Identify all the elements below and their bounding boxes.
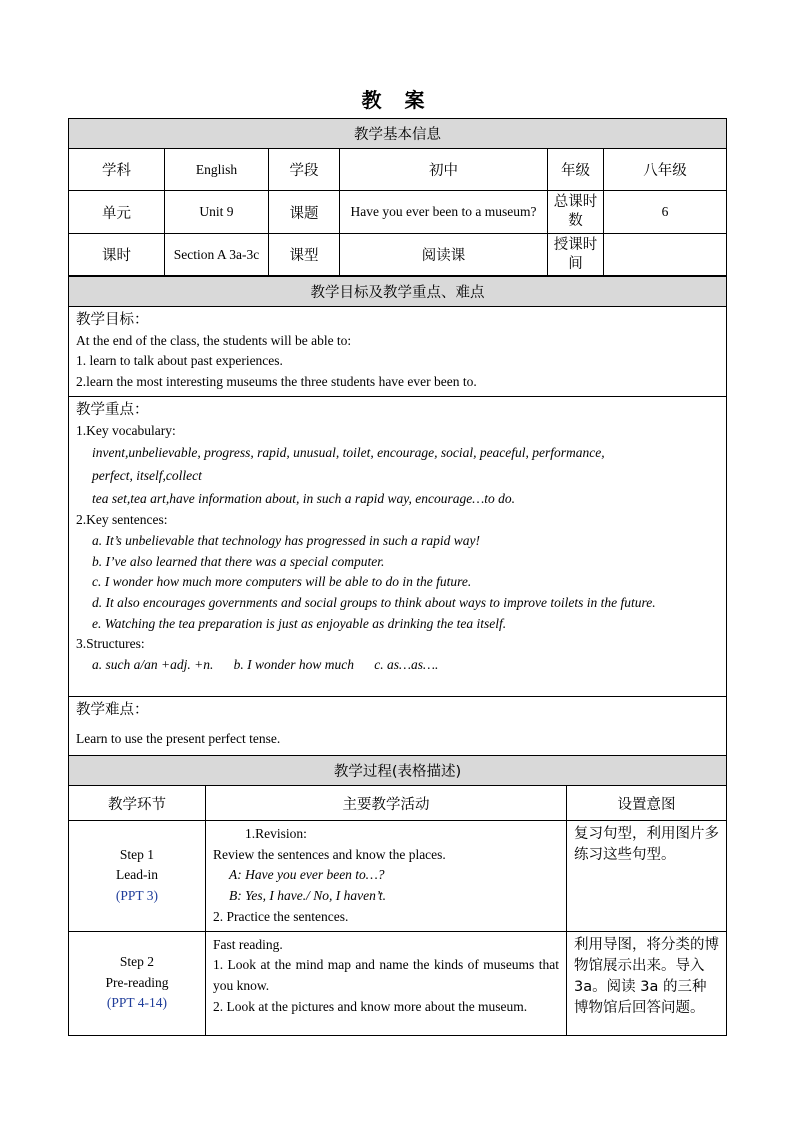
intent-cell: 利用导图，将分类的博物馆展示出来。导入 3a。阅读 3a 的三种博物馆后回答问题。 [567, 931, 727, 1035]
vocab-line: perfect, itself,collect [92, 468, 202, 484]
lesson-type-value: 阅读课 [340, 234, 548, 276]
key-points-cell [69, 396, 727, 696]
objectives-line: 1. learn to talk about past experiences. [76, 353, 283, 369]
activity-line: A: Have you ever been to…? [229, 867, 385, 883]
activities-cell [206, 821, 567, 932]
unit-label: 单元 [69, 191, 165, 234]
activity-line: 2. Look at the pictures and know more about the museum. [213, 998, 528, 1014]
basic-info-band: 教学基本信息 [69, 119, 727, 149]
process-band: 教学过程(表格描述) [69, 756, 727, 786]
key-sentence: c. I wonder how much more computers will be able to do in the future. [92, 574, 472, 590]
activity-line: 1.Revision: [245, 826, 307, 841]
stage-label: 学段 [269, 149, 340, 191]
intent-cell: 复习句型，利用图片多练习这些句型。 [567, 821, 727, 932]
process-header-activities: 主要教学活动 [206, 786, 567, 821]
step-ppt: (PPT 4-14) [106, 995, 168, 1011]
activity-line: Review the sentences and know the places. [213, 846, 446, 862]
teaching-time-label: 授课时间 [548, 234, 604, 276]
activity-line: Fast reading. [213, 936, 283, 952]
key-sentence: e. Watching the tea preparation is just as enjoyable as drinking the tea itself. [92, 615, 507, 631]
subject-value: English [165, 149, 269, 191]
unit-value: Unit 9 [165, 191, 269, 234]
activities-cell [206, 931, 567, 1035]
step-number: Step 2 [119, 953, 155, 969]
process-table [68, 755, 727, 1036]
topic-value: Have you ever been to a museum? [340, 191, 548, 234]
objectives-line: 2.learn the most interesting museums the three students have ever been to. [76, 374, 477, 390]
key-sentence: d. It also encourages governments and social groups to think about ways to improve toilets in the future. [92, 595, 656, 611]
step-number: Step 1 [119, 846, 155, 862]
sentences-heading: 2.Key sentences: [76, 512, 168, 528]
grade-value: 八年级 [604, 149, 727, 191]
objectives-heading: 教学目标： [76, 312, 149, 328]
step-name: Lead-in [116, 867, 158, 883]
step-name: Pre-reading [105, 974, 169, 990]
key-points-heading: 教学重点： [76, 401, 149, 418]
total-periods-label: 总课时数 [548, 191, 604, 234]
topic-label: 课题 [269, 191, 340, 234]
stage-value: 初中 [340, 149, 548, 191]
difficulty-text: Learn to use the present perfect tense. [76, 730, 281, 746]
goals-table [68, 276, 727, 760]
lesson-type-label: 课型 [269, 234, 340, 276]
process-header-intent: 设置意图 [567, 786, 727, 821]
key-sentence: a. It’s unbelievable that technology has progressed in such a rapid way! [92, 532, 480, 548]
grade-label: 年级 [548, 149, 604, 191]
difficulty-cell [69, 696, 727, 759]
structures-line: a. such a/an +adj. +n. b. I wonder how much c. as…as…. [92, 657, 439, 673]
structures-heading: 3.Structures: [76, 636, 145, 652]
key-sentence: b. I’ve also learned that there was a special computer. [92, 553, 385, 569]
page-title: 教 案 [361, 88, 433, 112]
period-value: Section A 3a-3c [165, 234, 269, 276]
objectives-line: At the end of the class, the students will be able to: [76, 332, 352, 348]
vocab-heading: 1.Key vocabulary: [76, 422, 176, 438]
activity-line: 1. Look at the mind map and name the kinds of museums that you know. [213, 957, 559, 993]
activity-line: B: Yes, I have./ No, I haven’t. [229, 888, 386, 904]
total-periods-value: 6 [604, 191, 727, 234]
goals-band: 教学目标及教学重点、难点 [69, 277, 727, 307]
step-cell [69, 931, 206, 1035]
basic-info-table [68, 118, 727, 276]
process-header-step: 教学环节 [69, 786, 206, 821]
period-label: 课时 [69, 234, 165, 276]
activity-line: 2. Practice the sentences. [213, 908, 349, 924]
objectives-cell [69, 307, 727, 397]
step-cell [69, 821, 206, 932]
step-ppt: (PPT 3) [115, 888, 159, 904]
teaching-time-value [604, 234, 727, 276]
subject-label: 学科 [69, 149, 165, 191]
vocab-line: tea set,tea art,have information about, in such a rapid way, encourage…to do. [92, 491, 515, 507]
vocab-line: invent,unbelievable, progress, rapid, unusual, toilet, encourage, social, peaceful, performance, [92, 445, 605, 461]
difficulty-heading: 教学难点： [76, 701, 149, 718]
